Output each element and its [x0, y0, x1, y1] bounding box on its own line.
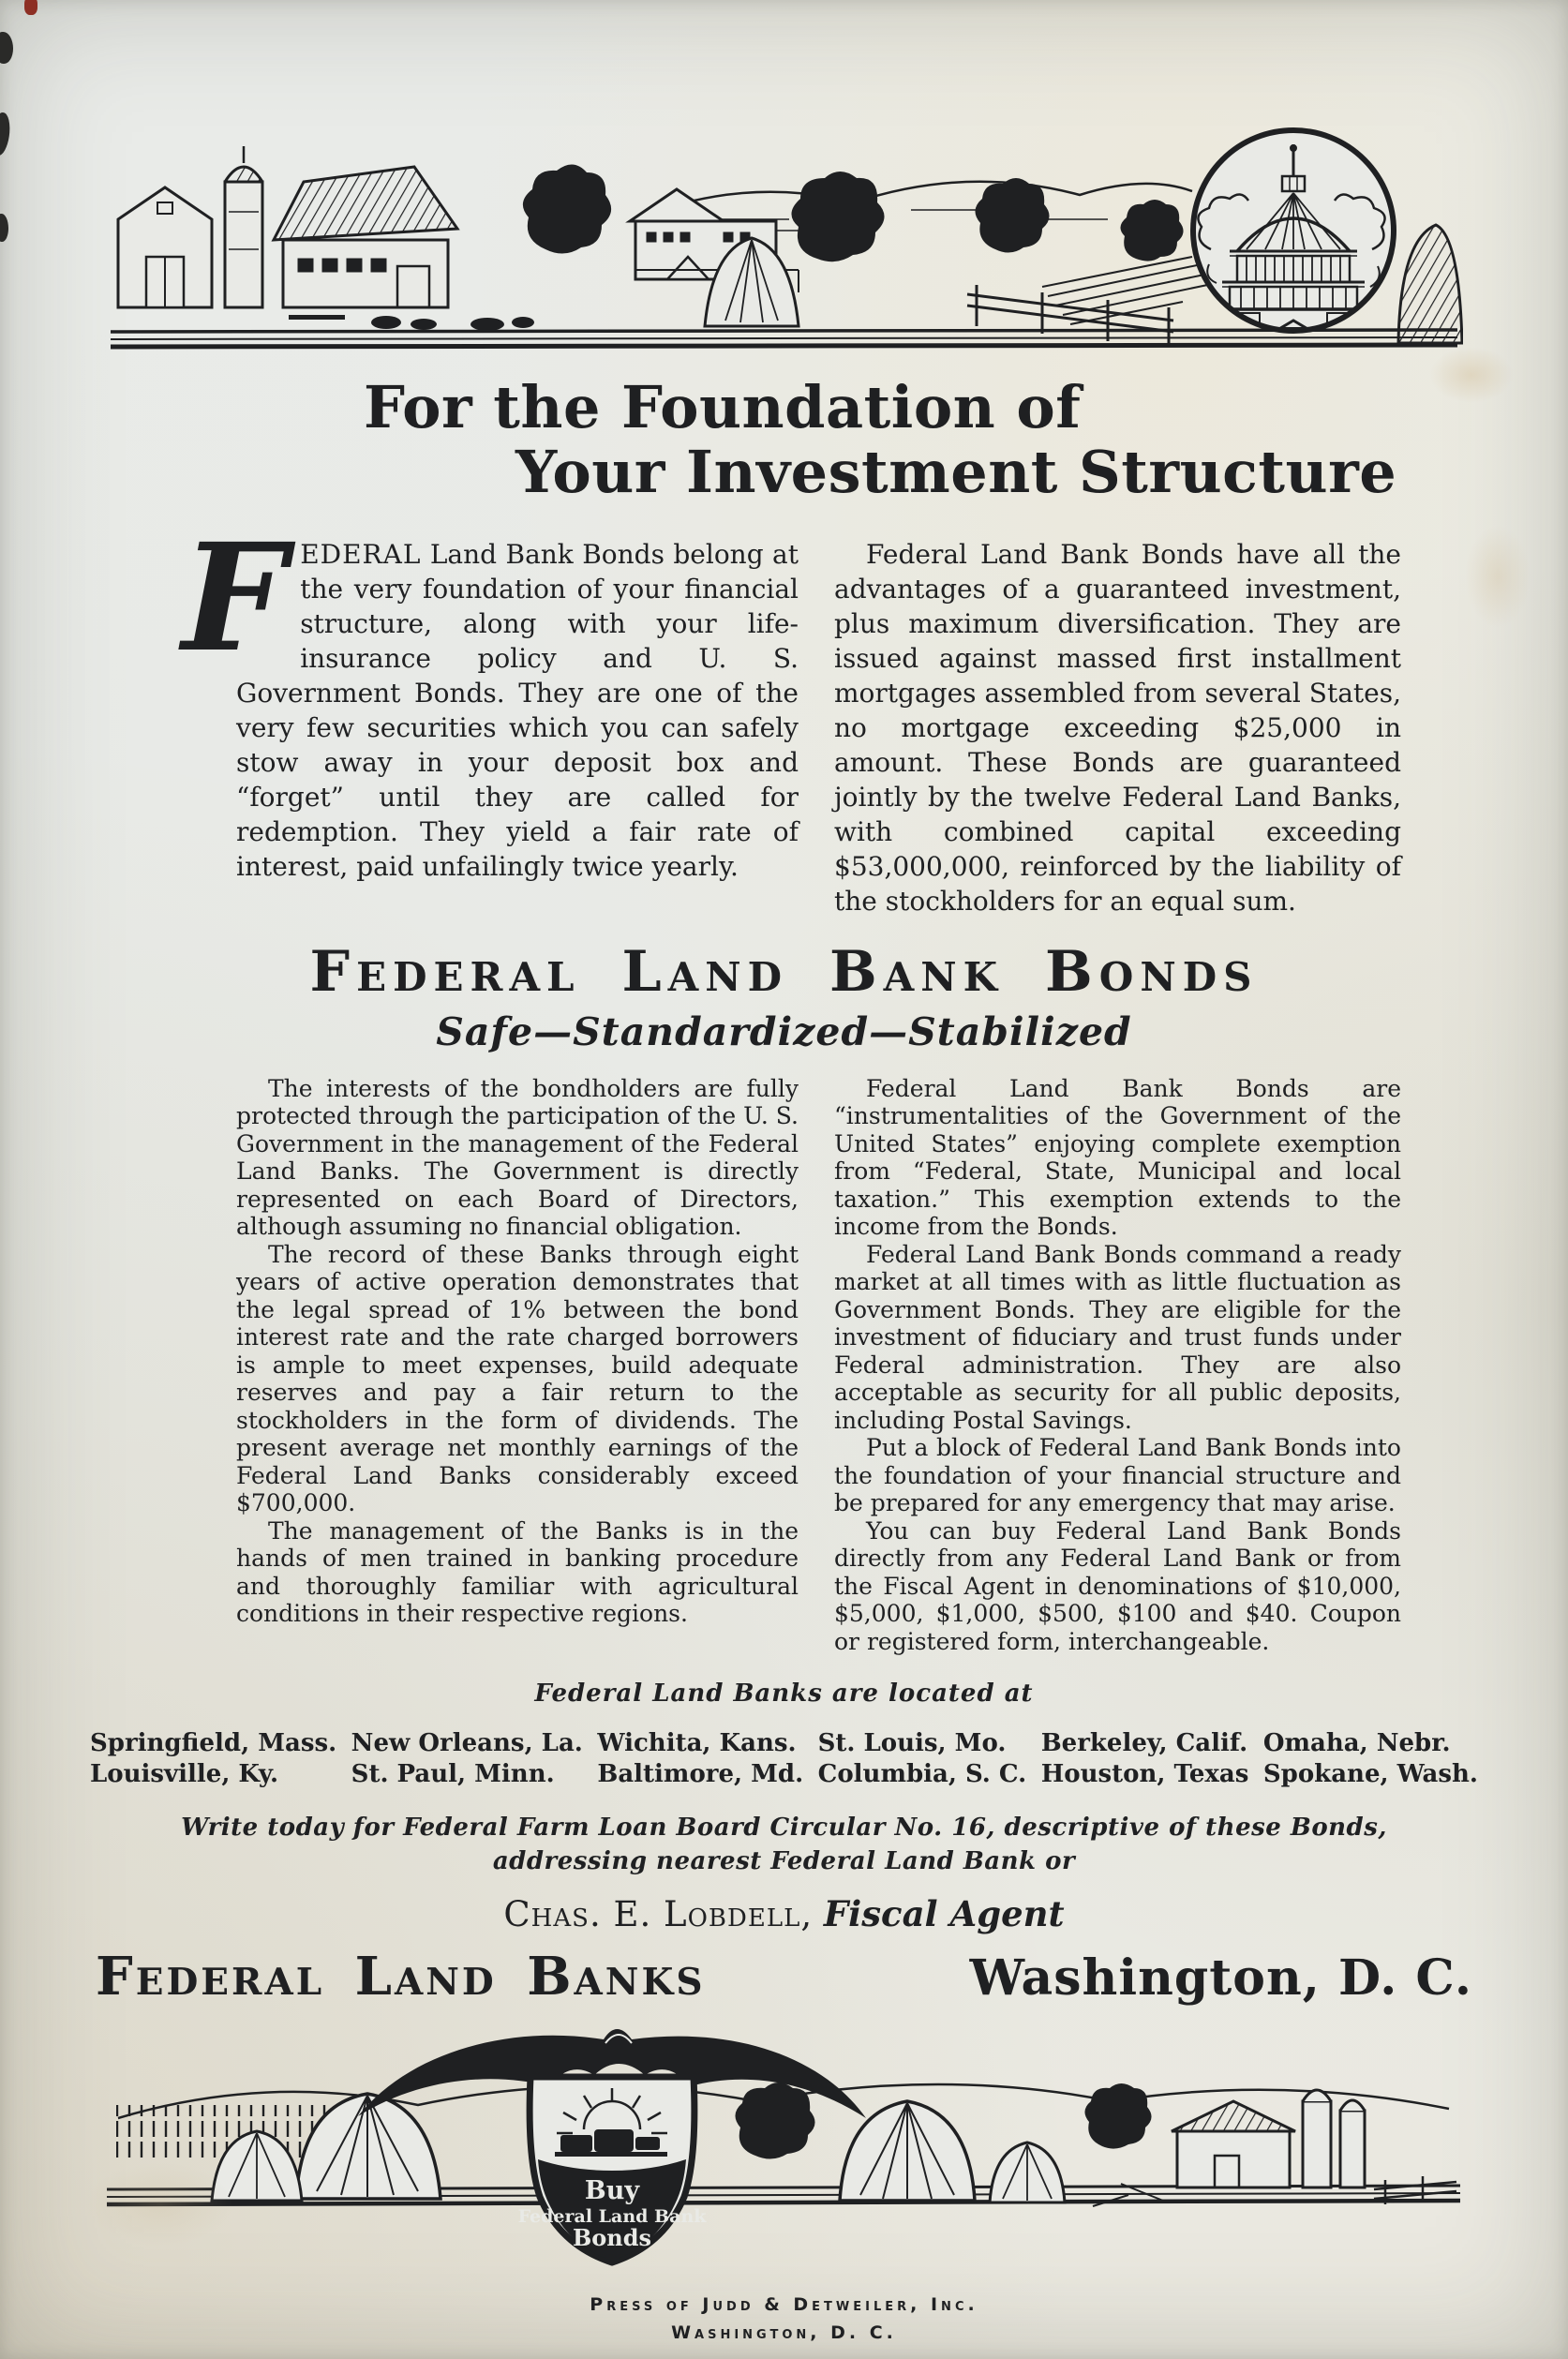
location-city: Baltimore, Md.: [597, 1760, 804, 1789]
body-paragraph: Federal Land Bank Bonds command a ready market at all times with as little fluctuation as Government Bonds. They are eligible for the investment of fiduciary and trust funds under Federal administration. They are also acceptable as security for all public deposits, including Postal Savings.: [834, 1240, 1401, 1434]
body-paragraph: Federal Land Bank Bonds are “instrumentalities of the Government of the United States” enjoying complete exemption from “Federal, State, Municipal and local taxation.” This exemption extends to the income from the Bonds.: [834, 1074, 1401, 1241]
location-column: [1263, 1728, 1478, 1790]
paper-stain: [1465, 525, 1531, 628]
printer-line-1: Press of Judd & Detweiler, Inc.: [590, 2294, 978, 2316]
sub-heading: Safe—Standardized—Stabilized: [436, 1008, 1132, 1054]
shield-buy-bonds: [518, 2077, 708, 2262]
headline-line-2: Your Investment Structure: [515, 438, 1397, 507]
location-city: St. Paul, Minn.: [351, 1760, 555, 1789]
signature-row: [96, 1946, 1472, 2008]
headline-line-1: For the Foundation of: [364, 373, 1082, 441]
shield-text-bonds: Bonds: [572, 2224, 652, 2252]
farm-scene-illustration: [105, 109, 1463, 360]
circular-note-line-1: Write today for Federal Farm Loan Board Circular No. 16, descriptive of these Bonds,: [181, 1814, 1387, 1843]
silo: [225, 146, 262, 307]
printer-line-2: Washington, D. C.: [671, 2322, 897, 2344]
circular-note: [0, 1811, 1568, 1878]
section-heading: [0, 938, 1568, 1054]
signature-city: Washington, D. C.: [969, 1949, 1472, 2008]
location-city: St. Louis, Mo.: [817, 1729, 1007, 1758]
body-paragraph: You can buy Federal Land Bank Bonds directly from any Federal Land Bank or from the Fiscal Agent in denominations of $10,000, $5,000, $1,000, $500, $100 and $40. Coupon or registered form, interchangeable.: [834, 1516, 1401, 1655]
farmyard-figures: [289, 315, 534, 331]
location-city: Columbia, S. C.: [817, 1760, 1027, 1789]
fiscal-agent-line: [0, 1893, 1568, 1934]
shield-text-federal-land-bank: Federal Land Bank: [517, 2206, 707, 2228]
body-left-column: [236, 1075, 799, 1656]
fiscal-agent-name: Chas. E. Lobdell,: [503, 1894, 814, 1935]
shield-text-buy: Buy: [584, 2176, 640, 2206]
circular-note-line-2: addressing nearest Federal Land Bank or: [492, 1847, 1076, 1876]
location-column: [351, 1728, 583, 1790]
lead-word: EDERAL: [300, 538, 422, 570]
body-columns: [236, 1075, 1401, 1656]
intro-left-text: Land Bank Bonds belong at the very foundation of your financial structure, along with your life-insurance policy and U. S. Government Bonds. They are one of the very few securities which you can safely stow away in your deposit box and “forget” until they are called for redemption. They yield a fair rate of interest, paid unfailingly twice yearly.: [236, 538, 799, 882]
fiscal-agent-title: Fiscal Agent: [823, 1893, 1065, 1935]
body-paragraph: Put a block of Federal Land Bank Bonds into the foundation of your financial structure and be prepared for any emergency that may arise.: [834, 1434, 1401, 1517]
location-city: New Orleans, La.: [351, 1729, 583, 1758]
location-column: [818, 1728, 1027, 1790]
binding-mark: [0, 214, 8, 242]
headline: [234, 375, 1399, 505]
red-ink-mark: [24, 0, 37, 15]
capitol-medallion: [1193, 130, 1394, 345]
location-city: Louisville, Ky.: [90, 1760, 279, 1789]
binding-mark: [0, 112, 12, 157]
barn-left: [118, 187, 212, 307]
location-city: Wichita, Kans.: [597, 1729, 797, 1758]
signature-organization: Federal Land Banks: [96, 1946, 706, 2008]
location-city: Berkeley, Calif.: [1040, 1729, 1248, 1758]
printer-credit: [0, 2291, 1568, 2347]
locations-caption: Federal Land Banks are located at: [534, 1680, 1034, 1709]
haystack-right: [840, 2101, 1065, 2202]
intro-left-column: [182, 511, 799, 918]
body-paragraph: The record of these Banks through eight years of active operation demonstrates that the legal spread of 1% between the bond interest rate and the rate charged borrowers is ample to meet expenses, build adequate reserves and pay a fair return to the stockholders in the form of dividends. The present average net monthly earnings of the Federal Land Banks considerably exceed $700,000.: [236, 1240, 799, 1517]
location-column: [1041, 1728, 1249, 1790]
main-heading: Federal Land Bank Bonds: [309, 938, 1259, 1005]
eagle-harvest-illustration: [99, 2015, 1469, 2272]
location-city: Spokane, Wash.: [1262, 1760, 1478, 1789]
body-paragraph: The interests of the bondholders are fully protected through the participation of the U. S. Government in the management of the Federal Land Banks. The Government is directly represented on each Board of Directors, although assuming no financial obligation.: [236, 1074, 799, 1241]
locations-grid: [90, 1728, 1478, 1790]
dropcap-F: F: [182, 511, 288, 685]
body-paragraph: The management of the Banks is in the hands of men trained in banking procedure and thoroughly familiar with agricultural conditions in their respective regions.: [236, 1516, 799, 1628]
body-right-column: [834, 1075, 1401, 1656]
location-column: [90, 1728, 336, 1790]
locations-section: [90, 1680, 1478, 1790]
location-city: Springfield, Mass.: [90, 1729, 337, 1758]
intro-columns: [182, 511, 1401, 918]
barn-main: [274, 167, 457, 307]
trees: [523, 164, 1184, 261]
location-city: Houston, Texas: [1040, 1760, 1249, 1789]
location-city: Omaha, Nebr.: [1262, 1729, 1451, 1758]
location-column: [597, 1728, 803, 1790]
intro-left-paragraph: [182, 511, 799, 884]
binding-mark: [0, 32, 13, 64]
intro-right-paragraph: Federal Land Bank Bonds have all the advantages of a guaranteed investment, plus maximum diversification. They are issued against massed first installment mortgages assembled from several States, no mortgage exceeding $25,000 in amount. These Bonds are guaranteed jointly by the twelve Federal Land Banks, with combined capital exceeding $53,000,000, reinforced by the liability of the stockholders for an equal sum.: [834, 538, 1401, 917]
intro-right-column: [834, 537, 1401, 918]
